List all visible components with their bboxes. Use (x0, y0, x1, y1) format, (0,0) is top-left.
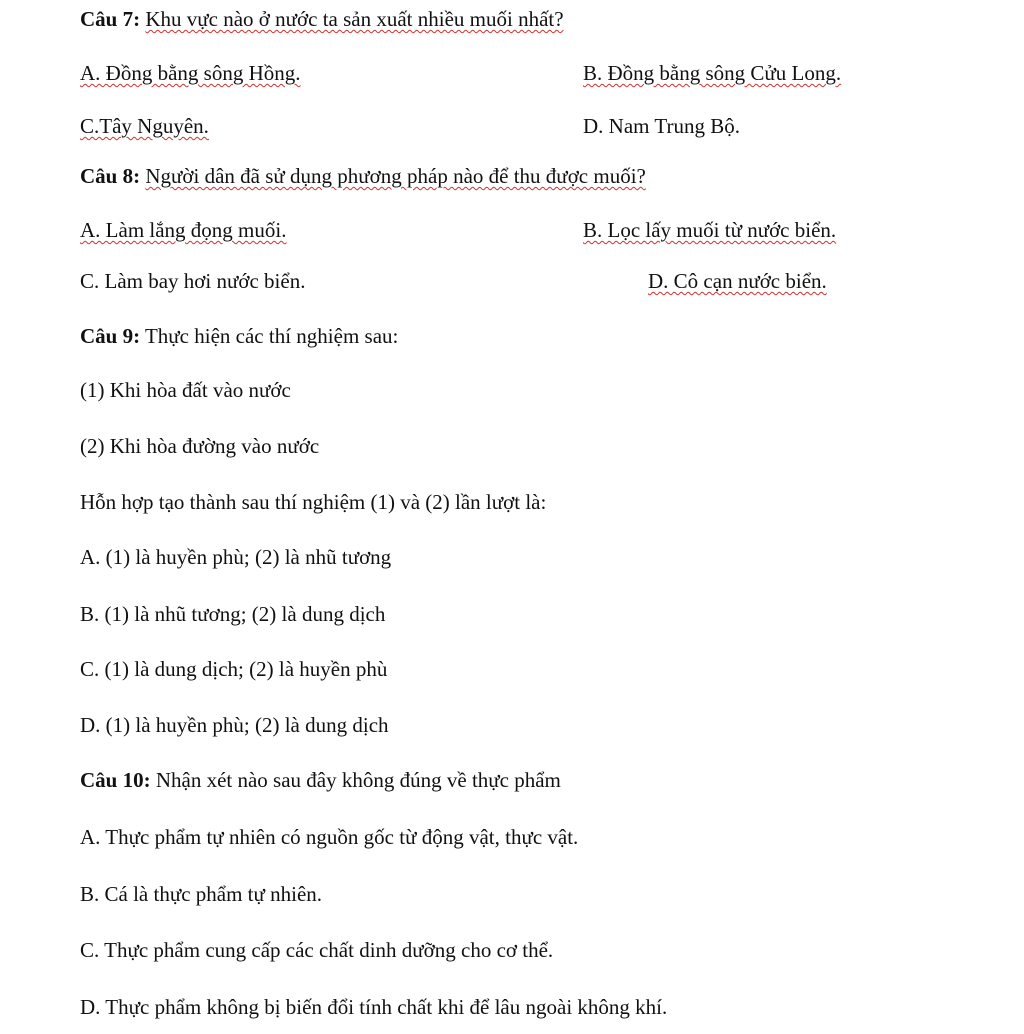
question-9 (80, 323, 398, 349)
question-7-option-d: D. Nam Trung Bộ. (583, 114, 740, 138)
question-7-option-a: A. Đồng bằng sông Hồng. (80, 61, 301, 85)
question-7-label: Câu 7: (80, 7, 141, 31)
question-8-label: Câu 8: (80, 164, 141, 188)
question-8-option-d: D. Cô cạn nước biển. (648, 269, 827, 293)
question-10-text: Nhận xét nào sau đây không đúng về thực phẩm (155, 768, 561, 792)
question-9-option-d: D. (1) là huyền phù; (2) là dung dịch (80, 713, 389, 737)
question-8-option-c: C. Làm bay hơi nước biển. (80, 269, 306, 293)
question-9-prompt: Hỗn hợp tạo thành sau thí nghiệm (1) và (2) lần lượt là: (80, 490, 547, 514)
question-10-option-c: C. Thực phẩm cung cấp các chất dinh dưỡng cho cơ thể. (80, 938, 554, 962)
question-8-text: Người dân đã sử dụng phương pháp nào để thu được muối? (145, 164, 646, 188)
experiment-1: (1) Khi hòa đất vào nước (80, 378, 291, 402)
question-7 (80, 6, 564, 32)
question-9-text: Thực hiện các thí nghiệm sau: (144, 324, 399, 348)
question-9-label: Câu 9: (80, 324, 141, 348)
question-7-option-c: C.Tây Nguyên. (80, 114, 209, 138)
question-10 (80, 767, 561, 793)
question-7-option-b: B. Đồng bằng sông Cửu Long. (583, 61, 842, 85)
experiment-2: (2) Khi hòa đường vào nước (80, 434, 320, 458)
question-8 (80, 163, 646, 189)
question-10-label: Câu 10: (80, 768, 151, 792)
question-10-option-b: B. Cá là thực phẩm tự nhiên. (80, 882, 323, 906)
question-9-option-b: B. (1) là nhũ tương; (2) là dung dịch (80, 602, 386, 626)
question-8-option-a: A. Làm lắng đọng muối. (80, 218, 287, 242)
question-8-option-b: B. Lọc lấy muối từ nước biển. (583, 218, 837, 242)
question-9-option-a: A. (1) là huyền phù; (2) là nhũ tương (80, 545, 392, 569)
question-10-option-a: A. Thực phẩm tự nhiên có nguồn gốc từ động vật, thực vật. (80, 825, 579, 849)
question-10-option-d: D. Thực phẩm không bị biến đổi tính chất khi để lâu ngoài không khí. (80, 995, 668, 1019)
question-9-option-c: C. (1) là dung dịch; (2) là huyền phù (80, 657, 388, 681)
question-7-text: Khu vực nào ở nước ta sản xuất nhiều muối nhất? (145, 7, 564, 31)
